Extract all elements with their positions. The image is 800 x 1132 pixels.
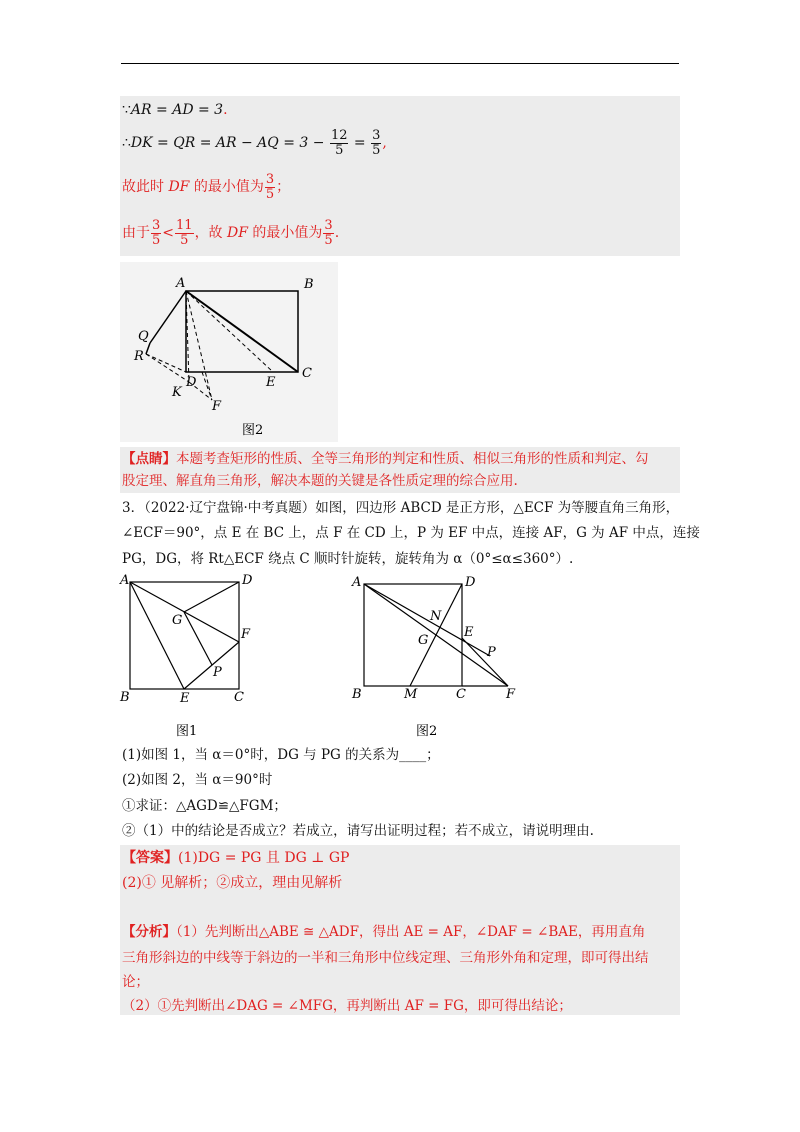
label-a: A — [176, 276, 186, 291]
segment-ae — [130, 582, 184, 689]
segment-rk — [146, 354, 189, 382]
label-f: F — [241, 627, 251, 642]
question-2-part-1: ①求证：△AGD≌△FGM； — [122, 798, 287, 814]
solution-line-3: 故此时 DF 的最小值为 $\frac{3}{5}$ ； — [122, 171, 291, 202]
label-b: B — [352, 687, 362, 702]
label-c: C — [234, 690, 244, 705]
fraction: $\frac{3}{5}$ — [265, 171, 275, 202]
figure-caption: 图2 — [242, 423, 264, 438]
label-d: D — [242, 573, 253, 588]
analysis-line-1: 【分析】（1）先判断出△ABE ≅ △ADF，得出 AE = AF，∠DAF = ∠BAE，再用直角 — [122, 924, 646, 940]
solution-line-4: 由于 $\frac{3}{5}$ < $\frac{11}{5}$ ，故 DF 的最小值为 $\frac{3}{5}$ . — [122, 217, 340, 248]
analysis-line-2: 三角形斜边的中线等于斜边的一半和三角形中位线定理、三角形外角和定理，即可得出结 — [122, 950, 649, 966]
label-f: F — [506, 687, 516, 702]
label-c: C — [302, 366, 312, 381]
geometry-diagram-top — [120, 262, 338, 442]
label-d: D — [465, 575, 476, 590]
answer-tag: 【答案】 — [122, 850, 178, 866]
comment-tag: 【点睛】 — [122, 451, 176, 467]
segment-aq — [150, 291, 186, 343]
comment-line-1: 【点睛】本题考查矩形的性质、全等三角形的判定和性质、相似三角形的性质和判定、勾 — [122, 451, 649, 467]
label-k: K — [172, 385, 182, 400]
fraction: $\frac{3}{5}$ — [324, 217, 333, 248]
label-r: R — [134, 349, 144, 364]
figure-1 — [116, 572, 276, 742]
label-q: Q — [138, 329, 149, 344]
answer-line-1: 【答案】(1)DG = PG 且 DG ⊥ GP — [122, 850, 350, 866]
analysis-line-4: （2）①先判断出∠DAG = ∠MFG，再判断出 AF = FG，即可得出结论； — [122, 998, 572, 1014]
answer-line-2: (2)① 见解析；②成立，理由见解析 — [122, 875, 343, 891]
label-g: G — [172, 613, 183, 628]
label-b: B — [304, 277, 314, 292]
label-a: A — [352, 575, 362, 590]
figure-rectangle — [120, 262, 338, 442]
geometry-diagram-2 — [344, 572, 524, 742]
header-rule — [121, 63, 679, 64]
solution-line-2: ∴DK = QR = AR − AQ = 3 − $\frac{12}{5}$ = $\frac{3}{5}$ , — [122, 127, 387, 158]
problem-line-2: ∠ECF＝90°，点 E 在 BC 上，点 F 在 CD 上，P 为 EF 中点，连接 AF，G 为 AF 中点，连接 — [122, 525, 700, 541]
segment-rd — [146, 354, 186, 372]
figure-2 — [344, 572, 524, 742]
label-e: E — [464, 625, 474, 640]
label-p: P — [487, 645, 496, 660]
geometry-diagram-1 — [116, 572, 276, 742]
label-c: C — [456, 687, 466, 702]
figure-2-caption: 图2 — [416, 724, 438, 739]
question-2: (2)如图 2，当 α＝90°时 — [122, 772, 273, 788]
square-abcd — [364, 584, 462, 686]
label-d: D — [186, 375, 197, 390]
fraction: $\frac{3}{5}$ — [372, 127, 381, 158]
label-b: B — [120, 690, 130, 705]
fraction: $\frac{12}{5}$ — [330, 127, 348, 158]
label-e: E — [266, 375, 276, 390]
problem-line-1: 3．（2022·辽宁盘锦·中考真题）如图，四边形 ABCD 是正方形，△ECF 为等腰直角三角形， — [122, 500, 680, 516]
label-g: G — [418, 633, 429, 648]
solution-line-1: ∵AR = AD = 3. — [122, 102, 228, 118]
fraction: $\frac{3}{5}$ — [152, 217, 161, 248]
segment-ae — [186, 291, 273, 372]
square-abcd — [130, 582, 239, 689]
label-m: M — [404, 687, 418, 702]
problem-line-3: PG，DG，将 Rt△ECF 绕点 C 顺时针旋转，旋转角为 α（0°≤α≤360°）. — [122, 551, 574, 567]
label-p: P — [213, 665, 222, 680]
comment-line-2: 股定理、解直角三角形，解决本题的关键是各性质定理的综合应用. — [122, 473, 518, 489]
label-a: A — [120, 573, 130, 588]
segment-ef — [184, 642, 239, 689]
label-f: F — [212, 399, 222, 414]
label-n: N — [430, 609, 442, 624]
analysis-tag: 【分析】 — [122, 924, 176, 940]
segment-dg — [184, 582, 239, 612]
fraction: $\frac{11}{5}$ — [176, 217, 193, 248]
question-1: (1)如图 1，当 α＝0°时，DG 与 PG 的关系为____； — [122, 747, 440, 763]
analysis-line-3: 论； — [122, 974, 149, 990]
question-2-part-2: ②（1）中的结论是否成立？若成立，请写出证明过程；若不成立，请说明理由. — [122, 823, 594, 839]
segment-ef — [462, 638, 508, 686]
figure-1-caption: 图1 — [176, 724, 198, 739]
label-e: E — [180, 691, 190, 706]
